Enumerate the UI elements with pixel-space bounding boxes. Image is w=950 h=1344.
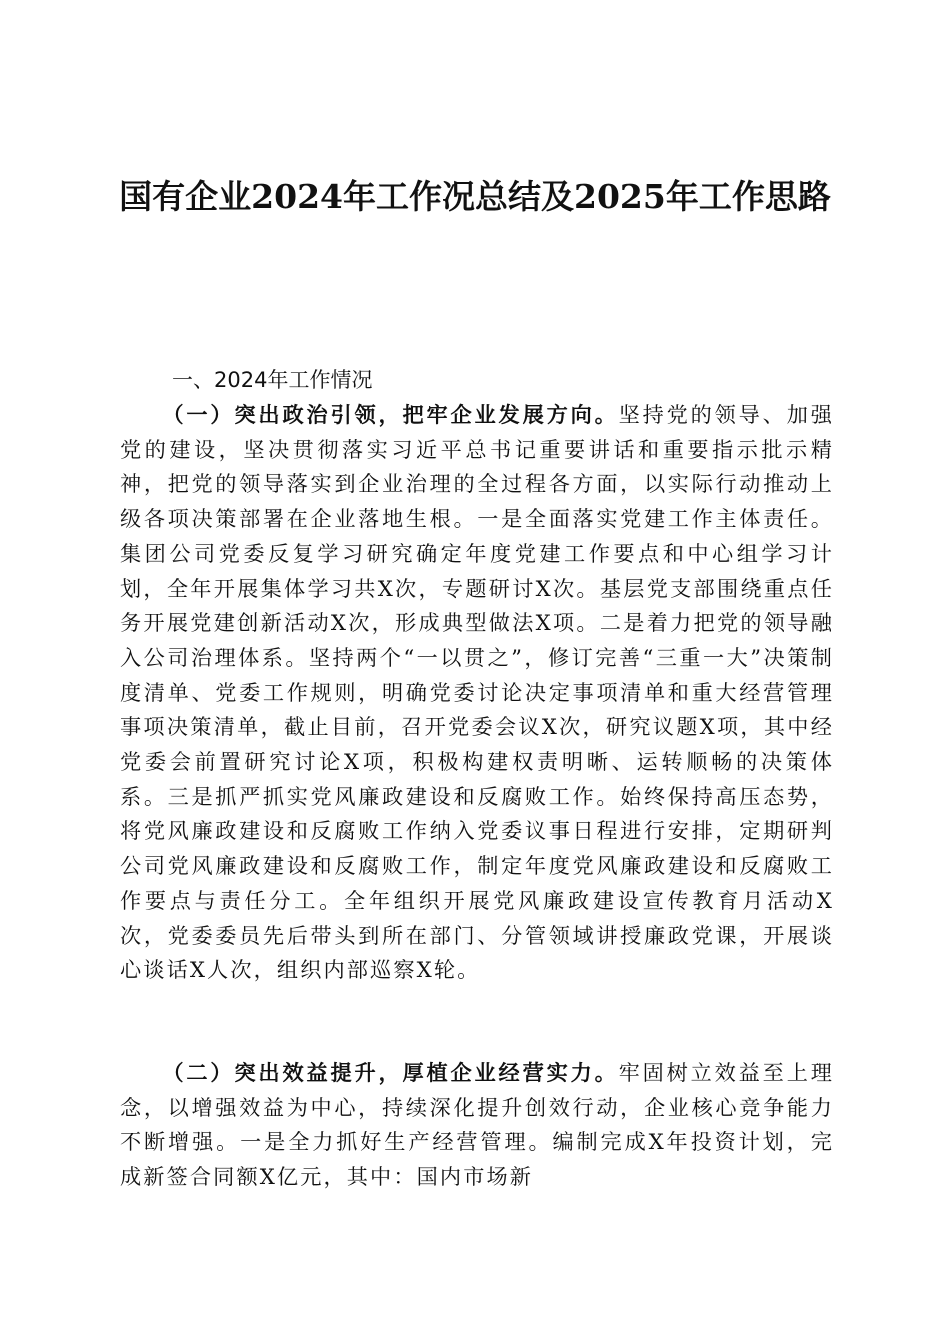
section-heading: 一、2024年工作情况 [172, 368, 373, 392]
paragraph-body: 坚持党的领导、加强党的建设，坚决贯彻落实习近平总书记重要讲话和重要指示批示精神，把党的领导落实到企业治理的全过程各方面，以实际行动推动上级各项决策部署在企业落地生根。一是全面落实党建工作主体责任。集团公司党委反复学习研究确定年度党建工作要点和中心组学习计划，全年开展集体学习共X次，专题研讨X次。基层党支部围绕重点任务开展党建创新活动X次，形成典型做法X项。二是着力把党的领导融入公司治理体系。坚持两个“一以贯之”，修订完善“三重一大”决策制度清单、党委工作规则，明确党委讨论决定事项清单和重大经营管理事项决策清单，截止目前，召开党委会议X次，研究议题X项，其中经党委会前置研究讨论X项，积极构建权责明晰、运转顺畅的决策体系。三是抓严抓实党风廉政建设和反腐败工作。始终保持高压态势，将党风廉政建设和反腐败工作纳入党委议事日程进行安排，定期研判公司党风廉政建设和反腐败工作，制定年度党风廉政建设和反腐败工作要点与责任分工。全年组织开展党风廉政建设宣传教育月活动X次，党委委员先后带头到所在部门、分管领域讲授廉政党课，开展谈心谈话X人次，组织内部巡察X轮。 [120, 402, 834, 983]
paragraph-efficiency [120, 1056, 834, 1195]
paragraph-lead: （二）突出效益提升，厚植企业经营实力。 [162, 1060, 619, 1085]
document-title: 国有企业2024年工作况总结及2025年工作思路 [119, 177, 831, 216]
paragraph-political-guidance [120, 398, 834, 988]
paragraph-lead: （一）突出政治引领，把牢企业发展方向。 [162, 402, 619, 427]
paragraph-body: 牢固树立效益至上理念，以增强效益为中心，持续深化提升创效行动，企业核心竞争能力不断增强。一是全力抓好生产经营管理。编制完成X年投资计划，完成新签合同额X亿元，其中：国内市场新 [120, 1060, 834, 1190]
